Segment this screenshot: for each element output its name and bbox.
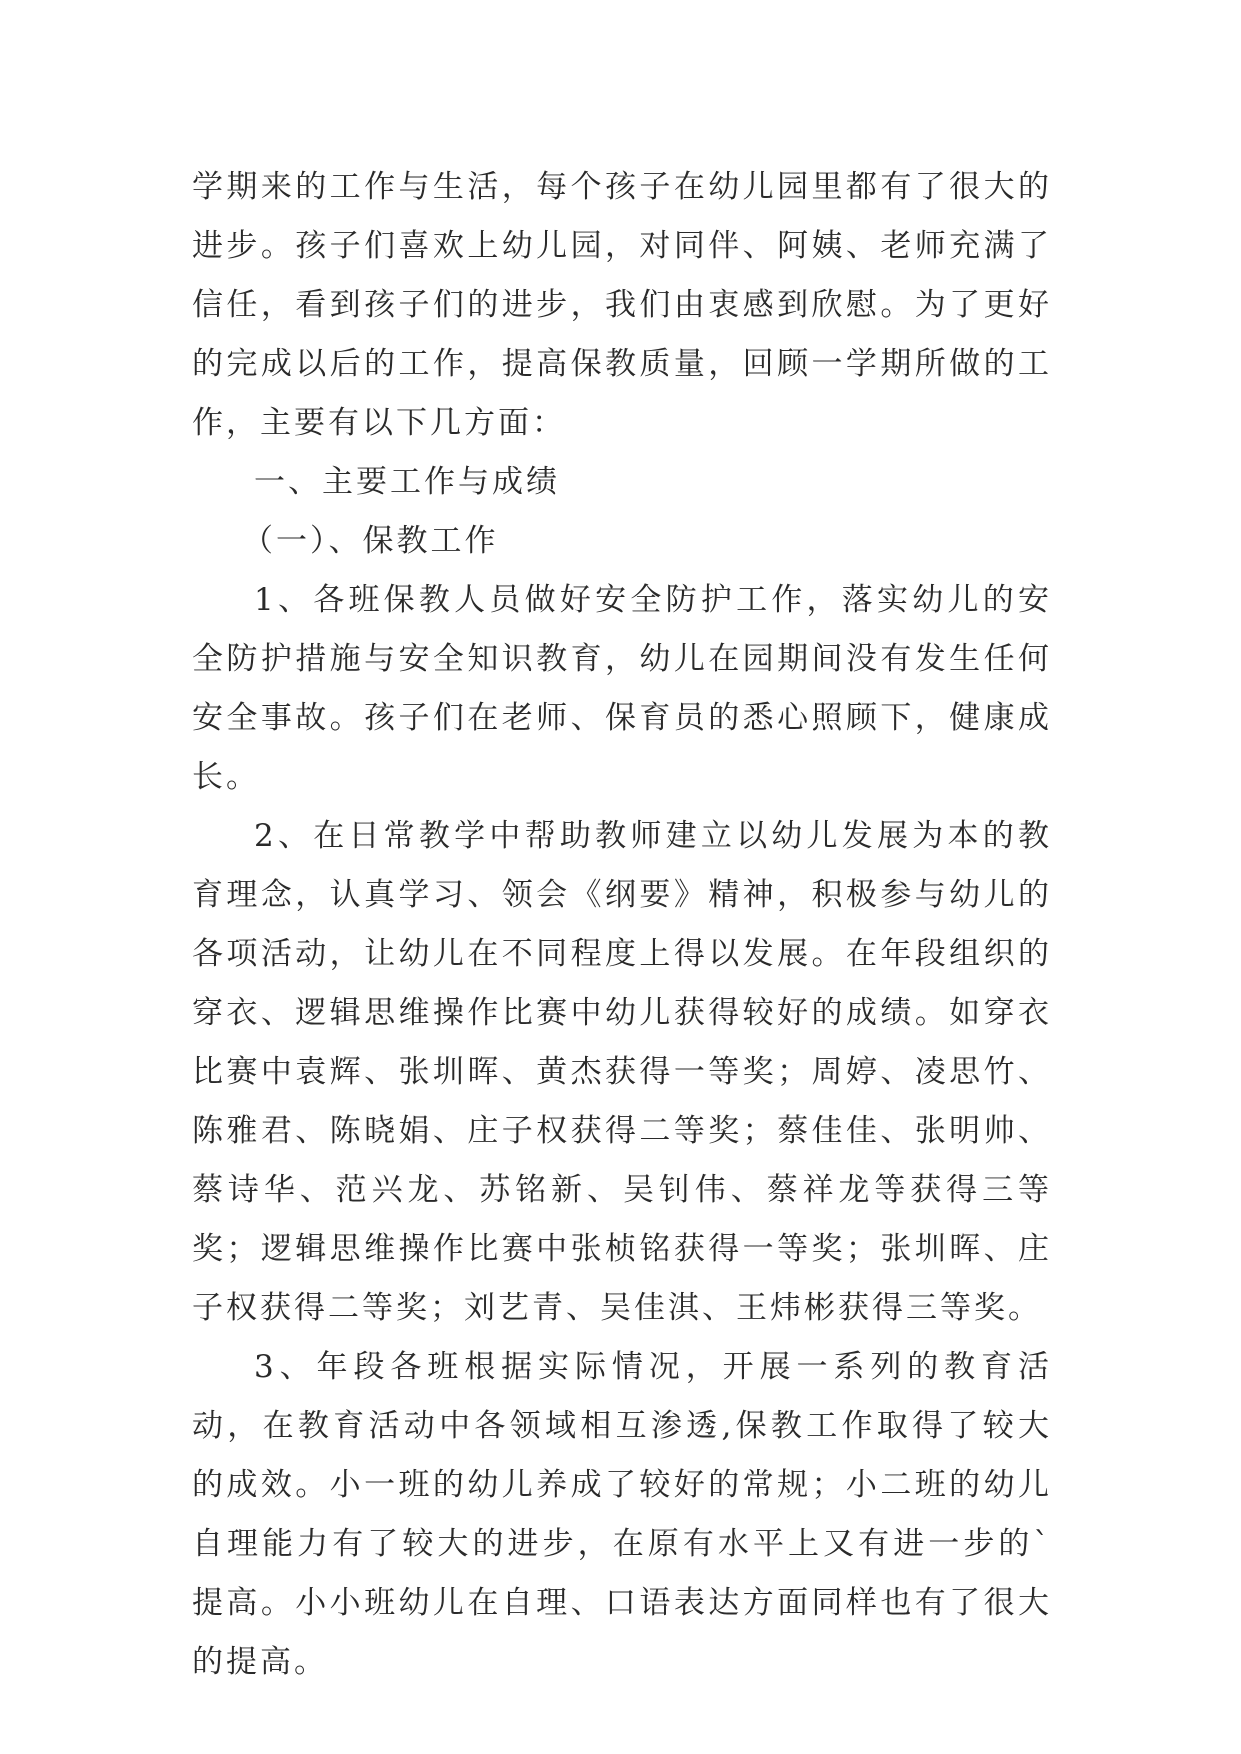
item-paragraph-2: 2、在日常教学中帮助教师建立以幼儿发展为本的教育理念，认真学习、领会《纲要》精神，积极参与幼儿的各项活动，让幼儿在不同程度上得以发展。在年段组织的穿衣、逻辑思维操作比赛中幼儿获得较好的成绩。如穿衣比赛中袁辉、张圳晖、黄杰获得一等奖；周婷、凌思竹、陈雅君、陈晓娟、庄子权获得二等奖；蔡佳佳、张明帅、蔡诗华、范兴龙、苏铭新、吴钊伟、蔡祥龙等获得三等奖；逻辑思维操作比赛中张桢铭获得一等奖；张圳晖、庄子权获得二等奖；刘艺青、吴佳淇、王炜彬获得三等奖。	[192, 818, 1052, 1326]
item-paragraph-3: 3、年段各班根据实际情况，开展一系列的教育活动，在教育活动中各领域相互渗透,保教工作取得了较大的成效。小一班的幼儿养成了较好的常规；小二班的幼儿自理能力有了较大的进步，在原有水平上又有进一步的`提高。小小班幼儿在自理、口语表达方面同样也有了很大的提高。	[192, 1349, 1052, 1680]
document-body	[192, 158, 1052, 1692]
section-heading: 一、主要工作与成绩	[254, 464, 560, 500]
intro-paragraph: 学期来的工作与生活，每个孩子在幼儿园里都有了很大的进步。孩子们喜欢上幼儿园，对同伴、阿姨、老师充满了信任，看到孩子们的进步，我们由衷感到欣慰。为了更好的完成以后的工作，提高保教质量，回顾一学期所做的工作，主要有以下几方面：	[192, 169, 1052, 441]
subsection-heading: （一）、保教工作	[242, 523, 499, 559]
item-paragraph-1: 1、各班保教人员做好安全防护工作，落实幼儿的安全防护措施与安全知识教育，幼儿在园期间没有发生任何安全事故。孩子们在老师、保育员的悉心照顾下，健康成长。	[192, 582, 1052, 795]
